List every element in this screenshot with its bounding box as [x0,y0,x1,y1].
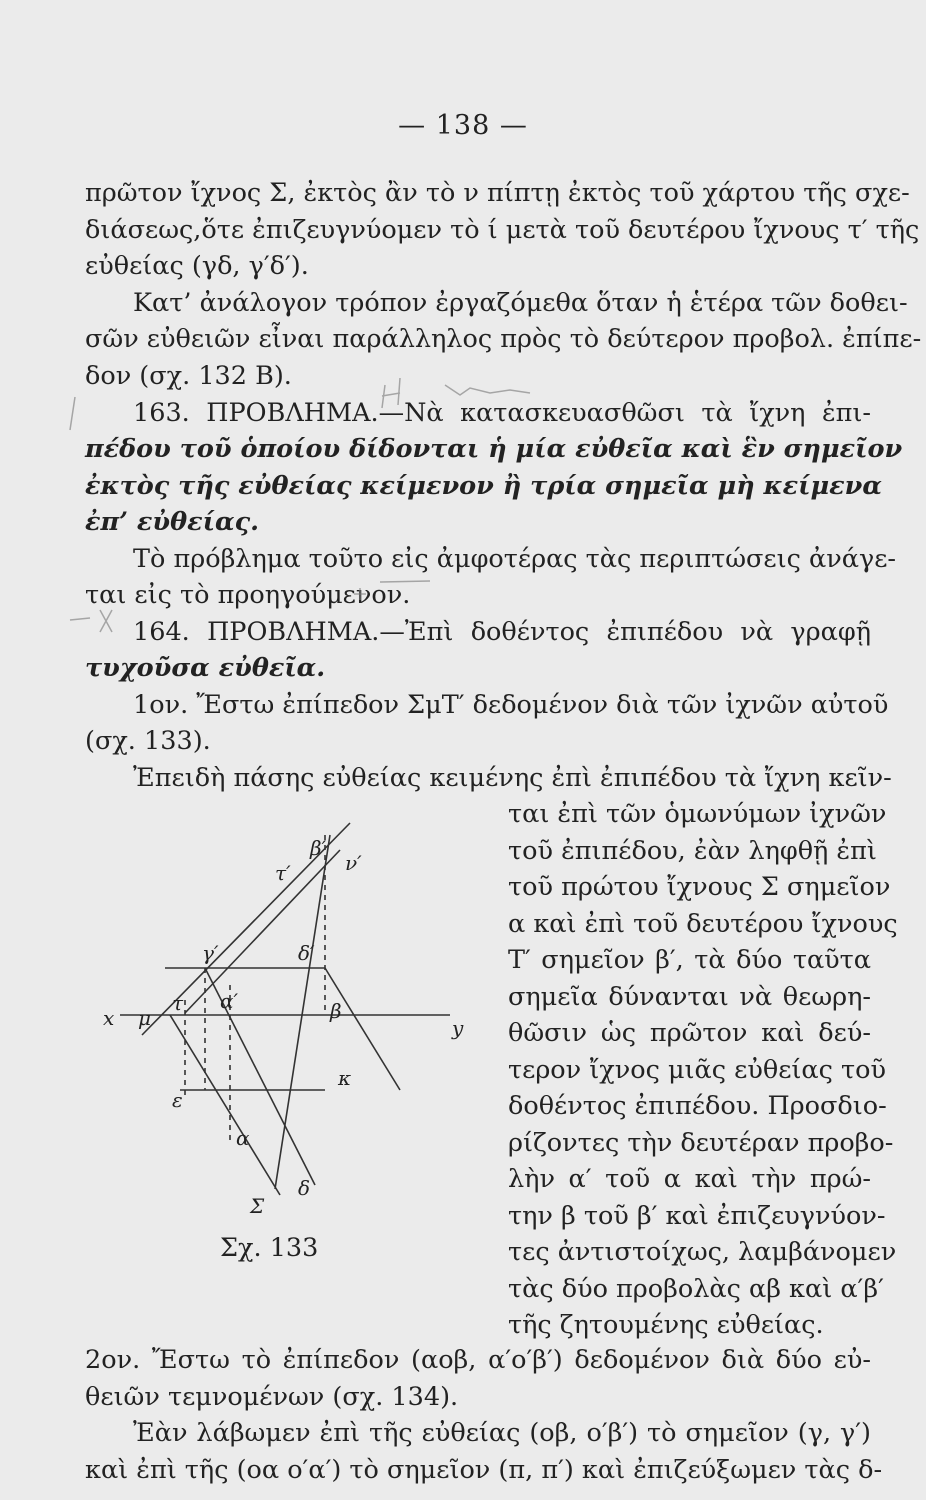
label-sigma: Σ [250,1194,265,1218]
text-line: πέδου τοῦ ὁποίου δίδονται ἡ μία εὐθεῖα καὶ ἓν σημεῖον [85,434,903,464]
label-nu-prime: ν′ [345,851,362,875]
label-mu: μ [138,1006,151,1030]
text-line: δον (σχ. 132 Β). [85,361,292,391]
text-line: ται εἰς τὸ προηγούμενον. [85,580,411,610]
right-column-line: δοθέντος ἐπιπέδου. Προσδιο- [508,1091,887,1121]
text-line: Ἐὰν λάβωμεν ἐπὶ τῆς εὐθείας (οβ, ο′β′) τὸ σημεῖον (γ, γ′) [133,1418,871,1448]
text-line: εὐθείας (γδ, γ′δ′). [85,251,309,281]
page-number: — 138 — [398,110,528,141]
text-line: πρῶτον ἴχνος Σ, ἐκτὸς ἂν τὸ ν πίπτῃ ἐκτὸς τοῦ χάρτου τῆς σχε- [85,178,910,208]
right-column-line: τῆς ζητουμένης εὐθείας. [508,1310,824,1340]
label-alpha: α [236,1126,250,1150]
right-column-line: τοῦ ἐπιπέδου, ἐὰν ληφθῇ ἐπὶ [508,836,877,866]
text-line: τυχοῦσα εὐθεῖα. [85,653,326,683]
right-column-line: την β τοῦ β′ καὶ ἐπιζευγνύον- [508,1201,886,1231]
pencil-mark-left [70,397,75,430]
right-column-line: θῶσιν ὡς πρῶτον καὶ δεύ- [508,1018,871,1048]
right-column-line: ται ἐπὶ τῶν ὁμωνύμων ἰχνῶν [508,799,887,829]
label-gamma-prime: γ′ [202,941,219,965]
right-column-line: λὴν α′ τοῦ α καὶ τὴν πρώ- [508,1164,871,1194]
right-column-line: σημεῖα δύνανται νὰ θεωρη- [508,982,871,1012]
label-kappa: κ [338,1066,352,1090]
label-beta: β [330,999,342,1023]
right-column-line: Τ′ σημεῖον β′, τὰ δύο ταῦτα [508,945,871,975]
right-column-line: τοῦ πρώτου ἴχνους Σ σημεῖον [508,872,891,902]
label-x: x [103,1006,115,1030]
label-beta-prime: β′ [310,836,327,860]
label-delta-prime: δ′ [298,941,315,965]
text-line: Κατ’ ἀνάλογον τρόπον ἐργαζόμεθα ὅταν ἡ ἑτέρα τῶν δοθει- [133,288,908,318]
label-tau: τ [172,991,184,1015]
right-column-line: ρίζοντες τὴν δευτέραν προβο- [508,1128,894,1158]
text-line: σῶν εὐθειῶν εἶναι παράλληλος πρὸς τὸ δεύτερον προβολ. ἐπίπε- [85,324,922,354]
label-delta: δ [298,1176,311,1200]
line-mu-nu [185,850,340,1013]
right-column-line: τὰς δύο προβολὰς αβ καὶ α′β′ [508,1274,884,1304]
line-delta-kappa [325,968,400,1090]
right-column-line: τερον ἴχνος μιᾶς εὐθείας τοῦ [508,1055,886,1085]
text-line: θειῶν τεμνομένων (σχ. 134). [85,1382,459,1412]
figure-caption: Σχ. 133 [220,1233,319,1263]
text-line: (σχ. 133). [85,726,211,756]
right-column-line: τες ἀντιστοίχως, λαμβάνομεν [508,1237,897,1267]
text-line: Τὸ πρόβλημα τοῦτο εἰς ἀμφοτέρας τὰς περιπτώσεις ἀνάγε- [133,544,897,574]
text-line: ἐκτὸς τῆς εὐθείας κείμενον ἢ τρία σημεῖα μὴ κείμενα [85,471,882,501]
problem-163-heading: 163. ΠΡΟΒΛΗΜΑ.—Νὰ κατασκευασθῶσι τὰ ἴχνη ἐπι- [133,398,871,428]
text-line: Ἐπειδὴ πάσης εὐθείας κειμένης ἐπὶ ἐπιπέδου τὰ ἴχνη κεῖν- [133,763,892,793]
label-y: y [452,1016,464,1040]
line-beta-prime-alpha [275,835,330,1189]
figure-133-diagram [100,795,490,1225]
trace-line-sigma [170,1015,280,1195]
text-line: καὶ ἐπὶ τῆς (οα ο′α′) τὸ σημεῖον (π, π′) καὶ ἐπιζεύξωμεν τὰς δ- [85,1455,883,1485]
right-column-line: α καὶ ἐπὶ τοῦ δευτέρου ἴχνους [508,909,898,939]
pencil-mark-x [70,610,112,632]
text-line: διάσεως,ὅτε ἐπιζευγνύομεν τὸ ί μετὰ τοῦ δευτέρου ἴχνους τ′ τῆς [85,215,920,245]
problem-164-heading: 164. ΠΡΟΒΛΗΜΑ.—Ἐπὶ δοθέντος ἐπιπέδου νὰ γραφῇ [133,617,871,647]
text-line: 1ον. Ἔστω ἐπίπεδον ΣμΤ′ δεδομένον διὰ τῶν ἰχνῶν αὐτοῦ [133,690,889,720]
text-line: 2ον. Ἔστω τὸ ἐπίπεδον (αοβ, α′ο′β′) δεδομένον διὰ δύο εὐ- [85,1345,871,1375]
text-line: ἐπ’ εὐθείας. [85,507,259,537]
label-tau-prime: τ′ [275,861,291,885]
label-epsilon: ε [172,1088,183,1112]
label-alpha-prime: α′ [220,989,239,1013]
